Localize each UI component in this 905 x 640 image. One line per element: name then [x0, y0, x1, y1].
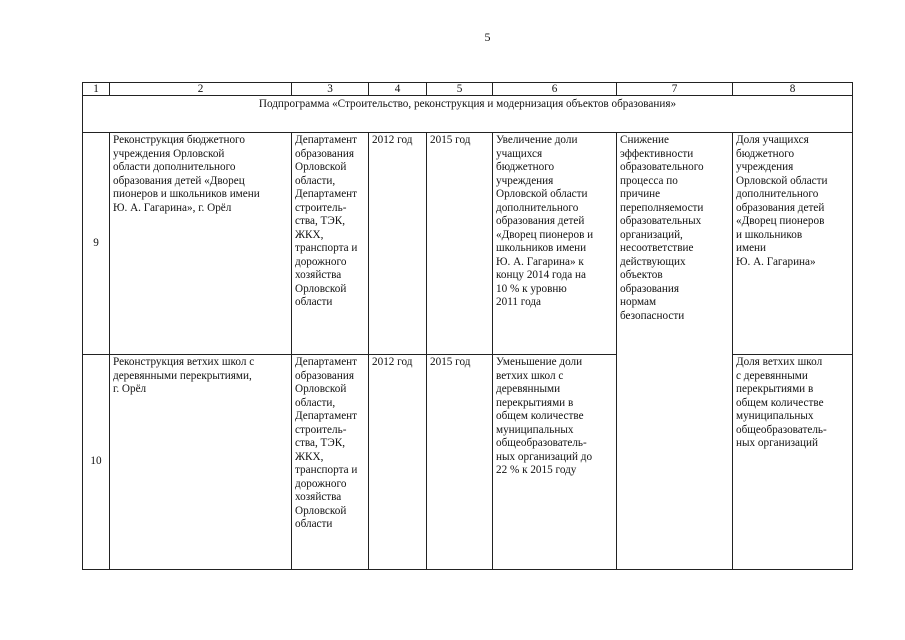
page-number: 5: [484, 30, 491, 44]
expected-result: Увеличение доли учащихся бюджетного учреждения Орловской области дополнительного образования детей «Дворец пионеров и школьников имени Ю. А. Гагарина» к концу 2014 года на 10 % к уровню 2011 года: [493, 133, 617, 355]
column-header: 1: [83, 83, 110, 96]
executor: Департамент образования Орловской области, Департамент строитель- ства, ТЭК, ЖКХ, транспорта и дорожного хозяйства Орловской области: [292, 133, 369, 355]
executor: Департамент образования Орловской области, Департамент строитель- ства, ТЭК, ЖКХ, транспорта и дорожного хозяйства Орловской области: [292, 355, 369, 570]
column-header: 5: [427, 83, 493, 96]
subprogram-title: Подпрограмма «Строительство, реконструкция и модернизация объектов образования»: [83, 96, 853, 133]
program-table: [82, 82, 853, 570]
table-row: [83, 133, 853, 355]
column-header: 4: [369, 83, 427, 96]
indicator: Доля учащихся бюджетного учреждения Орловской области дополнительного образования детей «Дворец пионеров и школьников имени Ю. А. Гагарина»: [733, 133, 853, 355]
start-year: 2012 год: [369, 133, 427, 355]
row-number: 10: [83, 355, 110, 570]
measure-name: Реконструкция бюджетного учреждения Орловской области дополнительного образования детей «Дворец пионеров и школьников имени Ю. А. Гагарина», г. Орёл: [110, 133, 292, 355]
row-number: 9: [83, 133, 110, 355]
subprogram-row: [83, 96, 853, 133]
column-header: 8: [733, 83, 853, 96]
column-header: 2: [110, 83, 292, 96]
indicator: Доля ветхих школ с деревянными перекрытиями в общем количестве муниципальных общеобразователь- ных организаций: [733, 355, 853, 570]
start-year: 2012 год: [369, 355, 427, 570]
measure-name: Реконструкция ветхих школ с деревянными перекрытиями, г. Орёл: [110, 355, 292, 570]
expected-result: Уменьшение доли ветхих школ с деревянными перекрытиями в общем количестве муниципальных общеобразователь- ных организаций до 22 % к 2015 году: [493, 355, 617, 570]
column-header: 6: [493, 83, 617, 96]
end-year: 2015 год: [427, 133, 493, 355]
table-row: [83, 355, 853, 570]
non-implementation-consequences: Снижение эффективности образовательного процесса по причине переполняемости образовательных организаций, несоответствие действующих объектов образования нормам безопасности: [617, 133, 733, 570]
column-header: 7: [617, 83, 733, 96]
end-year: 2015 год: [427, 355, 493, 570]
column-header: 3: [292, 83, 369, 96]
column-number-row: [83, 83, 853, 96]
